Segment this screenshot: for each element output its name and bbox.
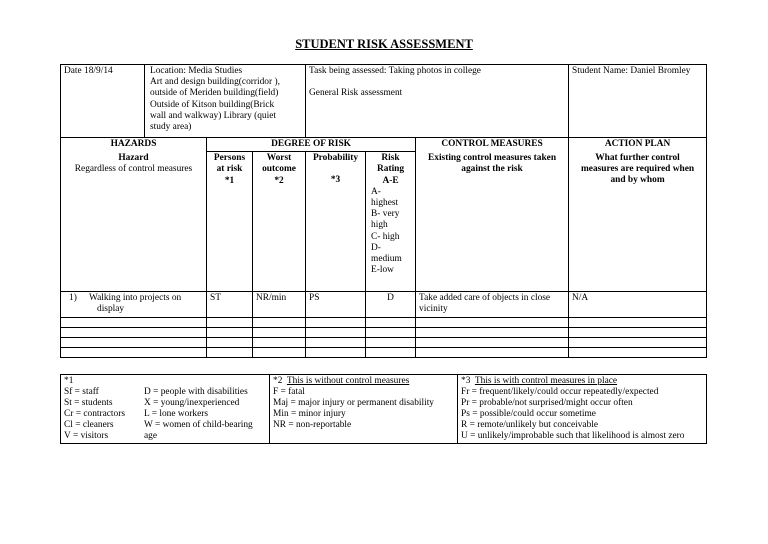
legend-item: V = visitors age (64, 431, 158, 441)
action-header: What further control measures are required when and by whom (569, 152, 707, 292)
degree-section-label: DEGREE OF RISK (207, 138, 416, 152)
legend-item: NR = non-reportable (273, 420, 352, 430)
location-cell: Location: Media Studies Art and design building(corridor ), outside of Meriden building(field) Outside of Kitson building(Brick wall and walkway) Library (quiet study area) (145, 65, 306, 138)
persons-cell: ST (207, 292, 253, 317)
legend-item: Pr = probable/not surprised/might occur often (461, 398, 633, 408)
column-header-row (61, 152, 707, 292)
table-row (61, 347, 707, 357)
table-row (61, 337, 707, 347)
hazards-section-label: HAZARDS (61, 138, 207, 152)
legend-item: U = unlikely/improbable such that likelihood is almost zero (461, 431, 685, 441)
legend-item: Min = minor injury (273, 409, 346, 419)
outcome-legend: *2 This is without control measures F = fatal Maj = major injury or permanent disability Min = minor injury NR = non-reportable (270, 375, 458, 444)
legend-item: Maj = major injury or permanent disability (273, 398, 434, 408)
task-cell: Task being assessed: Taking photos in college General Risk assessment (306, 65, 569, 138)
legend-item: Ps = possible/could occur sometime (461, 409, 596, 419)
page-title: STUDENT RISK ASSESSMENT (295, 37, 473, 51)
worst-outcome-header: Worst outcome *2 (253, 152, 306, 292)
legend-item: Fr = frequent/likely/could occur repeatedly/expected (461, 387, 659, 397)
legend-item: R = remote/unlikely but conceivable (461, 420, 599, 430)
action-cell: N/A (569, 292, 707, 317)
table-row (61, 292, 707, 317)
info-row (61, 65, 707, 138)
legend-item: Sf = staff D = people with disabilities (64, 387, 248, 397)
risk-rating-header: Risk Rating A-E A- highest B- very high C- high D- medium E-low (366, 152, 416, 292)
legend-table (60, 374, 707, 444)
probability-header: Probability *3 (306, 152, 366, 292)
date-cell: Date 18/9/14 (61, 65, 145, 138)
probability-legend: *3 This is with control measures in place Fr = frequent/likely/could occur repeatedly/expected Pr = probable/not surprised/might occur often Ps = possible/could occur sometime R = remote/unlikely but conceivable U = unlikely/improbable such that likelihood is almost zero (458, 375, 707, 444)
section-header-row (61, 138, 707, 152)
control-header: Existing control measures taken against the risk (416, 152, 569, 292)
legend-item: F = fatal (273, 387, 305, 397)
persons-legend: *1 Sf = staff D = people with disabilities St = students X = young/inexperienced Cr = contractors L = lone workers Cl = cleaners W = women of child-bearing V = visitors age (61, 375, 270, 444)
legend-item: Cl = cleaners W = women of child-bearing (64, 420, 253, 430)
hazard-cell: 1) Walking into projects on display (61, 292, 207, 317)
risk-rating-cell: D (366, 292, 416, 317)
legend-item: St = students X = young/inexperienced (64, 398, 240, 408)
table-row (61, 317, 707, 327)
hazard-header: Hazard Regardless of control measures (61, 152, 207, 292)
student-cell: Student Name: Daniel Bromley (569, 65, 707, 138)
control-section-label: CONTROL MEASURES (416, 138, 569, 152)
rating-scale: A- highest B- very high C- high D- medium E-low (371, 186, 402, 276)
action-section-label: ACTION PLAN (569, 138, 707, 152)
worst-outcome-cell: NR/min (253, 292, 306, 317)
legend-item: Cr = contractors L = lone workers (64, 409, 209, 419)
probability-cell: PS (306, 292, 366, 317)
control-cell: Take added care of objects in close vicinity (416, 292, 569, 317)
table-row (61, 327, 707, 337)
persons-header: Persons at risk *1 (207, 152, 253, 292)
risk-assessment-table (60, 64, 707, 358)
